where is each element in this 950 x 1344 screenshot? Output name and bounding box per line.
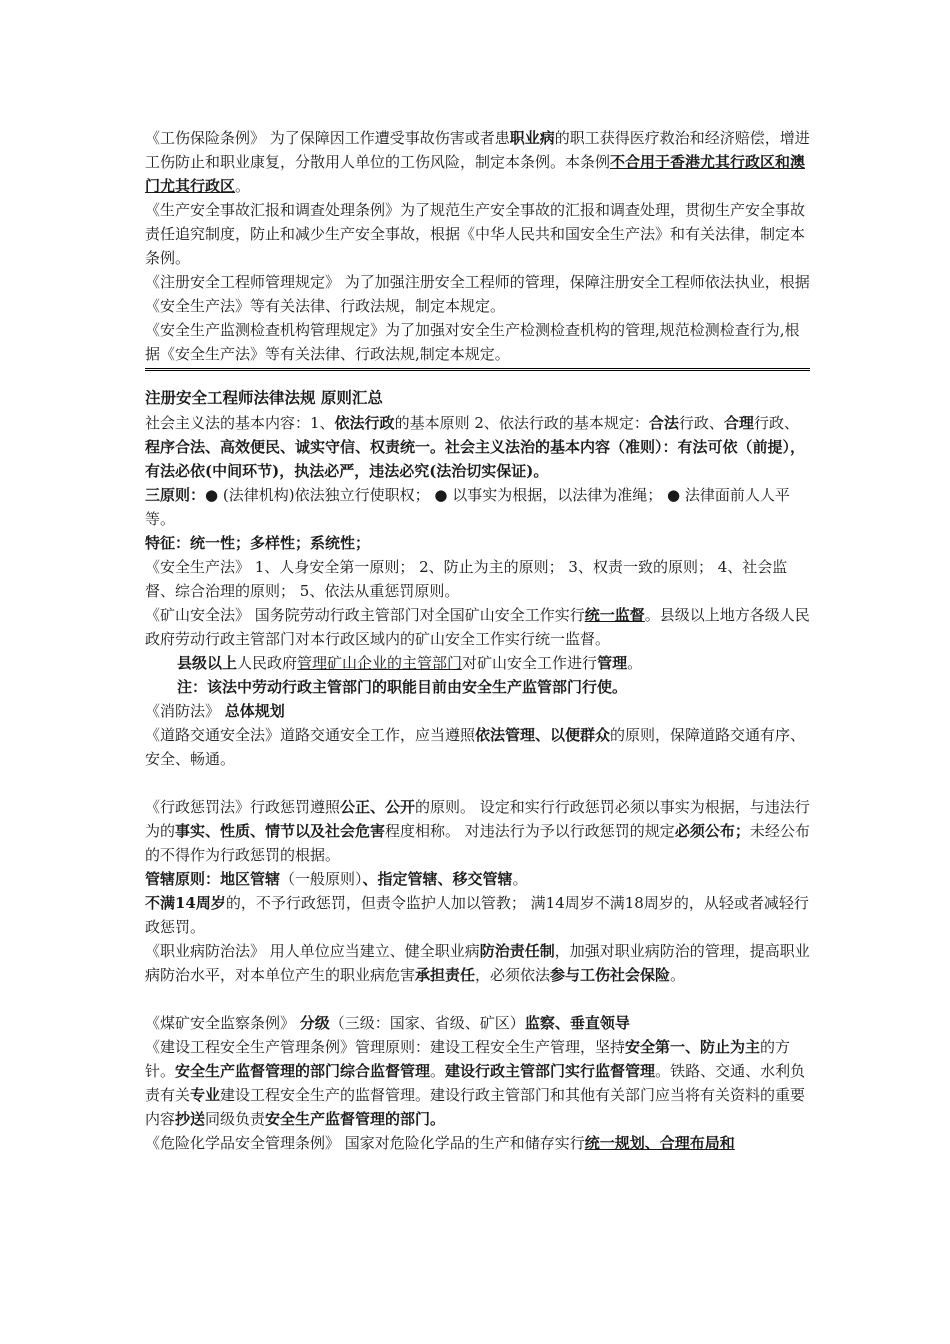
paragraph-jurisdiction: 管辖原则：地区管辖（一般原则）、指定管辖、移交管辖。 xyxy=(145,870,528,888)
paragraph-hazardous-chemicals: 《危险化学品安全管理条例》 国家对危险化学品的生产和储存实行统一规划、合理布局和 xyxy=(145,1134,735,1152)
paragraph-county-management: 县级以上人民政府管理矿山企业的主管部门对矿山安全工作进行管理。 xyxy=(177,654,643,672)
paragraph-socialist-law: 社会主义法的基本内容：1、依法行政的基本原则 2、依法行政的基本规定：合法行政、合理行政、程序合法、高效便民、诚实守信、权责统一。社会主义法治的基本内容（准则）：有法可依（前提），有法必依(中间环节)，执法必严，违法必究(法治切实保证)。 xyxy=(145,414,806,480)
section-title: 注册安全工程师法律法规 原则汇总 xyxy=(145,389,383,407)
paragraph-age-rule: 不满14周岁的，不予行政惩罚，但责令监护人加以管教； 满14周岁不满18周岁的，从轻或者减轻行政惩罚。 xyxy=(145,894,809,936)
paragraph-features: 特征：统一性；多样性；系统性； xyxy=(145,534,371,552)
paragraph-occupational-disease-law: 《职业病防治法》 用人单位应当建立、健全职业病防治责任制，加强对职业病防治的管理，提高职业病防治水平，对本单位产生的职业病危害承担责任，必须依法参与工伤社会保险。 xyxy=(145,942,810,984)
paragraph-fire-law: 《消防法》 总体规划 xyxy=(145,702,285,720)
blank-line xyxy=(145,771,810,795)
paragraph-engineer-regulation: 《注册安全工程师管理规定》 为了加强注册安全工程师的管理，保障注册安全工程师依法执业，根据《安全生产法》等有关法律、行政法规，制定本规定。 xyxy=(145,273,810,315)
section-divider xyxy=(145,368,810,371)
paragraph-administrative-penalty-law: 《行政惩罚法》行政惩罚遵照公正、公开的原则。 设定和实行行政惩罚必须以事实为根据，与违法行为的事实、性质、情节以及社会危害程度相称。 对违法行为予以行政惩罚的规定必须公布；未经公布的不得作为行政惩罚的根据。 xyxy=(145,798,810,864)
blank-line xyxy=(145,987,810,1011)
paragraph-inspection-agency: 《安全生产监测检查机构管理规定》为了加强对安全生产检测检查机构的管理,规范检测检查行为,根据《安全生产法》等有关法律、行政法规,制定本规定。 xyxy=(145,321,800,363)
paragraph-road-traffic-law: 《道路交通安全法》道路交通安全工作，应当遵照依法管理、以便群众的原则，保障道路交通有序、安全、畅通。 xyxy=(145,726,806,768)
paragraph-coal-mine-supervision: 《煤矿安全监察条例》 分级（三级：国家、省级、矿区）监察、垂直领导 xyxy=(145,1014,630,1032)
paragraph-note: 注：该法中劳动行政主管部门的职能目前由安全生产监管部门行使。 xyxy=(177,678,628,696)
paragraph-safety-production-law: 《安全生产法》 1、人身安全第一原则； 2、防止为主的原则； 3、权责一致的原则； 4、社会监督、综合治理的原则； 5、依法从重惩罚原则。 xyxy=(145,558,788,600)
paragraph-three-principles: 三原则：● (法律机构)依法独立行使职权； ● 以事实为根据，以法律为准绳； ● 法律面前人人平等。 xyxy=(145,486,790,528)
document-content xyxy=(145,126,810,1155)
paragraph-mine-safety-law: 《矿山安全法》 国务院劳动行政主管部门对全国矿山安全工作实行统一监督。县级以上地方各级人民政府劳动行政主管部门对本行政区域内的矿山安全工作实行统一监督。 xyxy=(145,606,810,648)
paragraph-work-injury-insurance: 《工伤保险条例》 为了保障因工作遭受事故伤害或者患职业病的职工获得医疗救治和经济赔偿，增进工伤防止和职业康复，分散用人单位的工伤风险，制定本条例。本条例不合用于香港尤其行政区和澳门尤其行政区。 xyxy=(145,129,810,195)
paragraph-accident-report: 《生产安全事故汇报和调查处理条例》为了规范生产安全事故的汇报和调查处理，贯彻生产安全事故责任追究制度，防止和减少生产安全事故，根据《中华人民共和国安全生产法》和有关法律，制定本条例。 xyxy=(145,201,806,267)
paragraph-construction-safety: 《建设工程安全生产管理条例》管理原则：建设工程安全生产管理，坚持安全第一、防止为主的方针。安全生产监督管理的部门综合监督管理。建设行政主管部门实行监督管理。铁路、交通、水利负责有关专业建设工程安全生产的监督管理。建设行政主管部门和其他有关部门应当将有关资料的重要内容抄送同级负责安全生产监督管理的部门。 xyxy=(145,1038,806,1128)
